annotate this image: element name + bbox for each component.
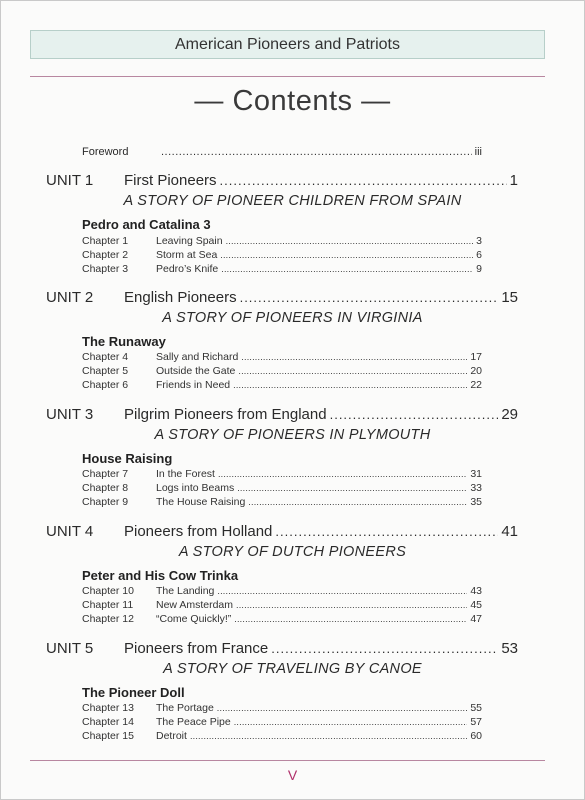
dot-leader — [221, 263, 473, 275]
chapter-page: 20 — [470, 365, 482, 377]
unit-subtitle: A STORY OF TRAVELING BY CANOE — [163, 661, 422, 677]
chapter-page: 60 — [470, 730, 482, 742]
chapter-page: 47 — [470, 613, 482, 625]
unit-page: 15 — [501, 289, 518, 306]
dot-leader — [217, 702, 468, 714]
unit-entry — [46, 640, 518, 657]
chapter-page: 6 — [476, 249, 482, 261]
chapter-title: Storm at Sea — [156, 249, 218, 261]
dot-leader — [236, 599, 467, 611]
dot-leader — [226, 235, 474, 247]
dot-leader — [275, 524, 498, 539]
chapter-page: 33 — [470, 482, 482, 494]
unit-subtitle: A STORY OF PIONEERS IN PLYMOUTH — [154, 427, 431, 443]
chapter-entry — [82, 468, 482, 480]
chapter-title: Leaving Spain — [156, 235, 223, 247]
chapter-number: Chapter 3 — [82, 263, 129, 275]
chapter-number: Chapter 10 — [82, 585, 134, 597]
chapter-title: Pedro’s Knife — [156, 263, 219, 275]
chapter-page: 45 — [470, 599, 482, 611]
unit-entry — [46, 406, 518, 423]
unit-entry — [46, 523, 518, 540]
dot-leader — [241, 351, 467, 363]
chapter-title: The Portage — [156, 702, 214, 714]
unit-number: UNIT 5 — [46, 640, 94, 657]
story-title: The Runaway — [82, 334, 166, 349]
unit-page: 1 — [509, 172, 518, 189]
dot-leader — [234, 716, 468, 728]
story-title: Pedro and Catalina 3 — [82, 217, 211, 232]
dot-leader — [234, 613, 467, 625]
chapter-page: 43 — [470, 585, 482, 597]
chapter-entry — [82, 716, 482, 728]
unit-number: UNIT 1 — [46, 172, 94, 189]
book-title-banner — [30, 30, 545, 59]
dot-leader — [217, 585, 467, 597]
chapter-entry — [82, 585, 482, 597]
chapter-title: “Come Quickly!” — [156, 613, 232, 625]
unit-subtitle: A STORY OF DUTCH PIONEERS — [178, 544, 407, 560]
unit-page: 53 — [501, 640, 518, 657]
chapter-entry — [82, 379, 482, 391]
chapter-title: Logs into Beams — [156, 482, 235, 494]
dot-leader — [220, 249, 473, 261]
dot-leader — [220, 173, 507, 188]
book-title: American Pioneers and Patriots — [175, 35, 400, 53]
dot-leader — [161, 146, 472, 158]
chapter-entry — [82, 730, 482, 742]
chapter-entry — [82, 599, 482, 611]
chapter-title: New Amsterdam — [156, 599, 234, 611]
unit-entry — [46, 172, 518, 189]
dot-leader — [238, 365, 467, 377]
chapter-entry — [82, 482, 482, 494]
dot-leader — [271, 641, 498, 656]
chapter-title: Friends in Need — [156, 379, 231, 391]
unit-title: Pilgrim Pioneers from England — [124, 406, 327, 423]
unit-page: 41 — [501, 523, 518, 540]
dot-leader — [218, 468, 467, 480]
chapter-number: Chapter 11 — [82, 599, 134, 611]
chapter-title: The Peace Pipe — [156, 716, 231, 728]
foreword-page: iii — [474, 146, 482, 158]
chapter-page: 17 — [470, 351, 482, 363]
chapter-title: The Landing — [156, 585, 215, 597]
story-title: Peter and His Cow Trinka — [82, 568, 239, 583]
chapter-number: Chapter 4 — [82, 351, 129, 363]
foreword-label: Foreword — [82, 146, 129, 158]
chapter-title: The House Raising — [156, 496, 246, 508]
story-title: The Pioneer Doll — [82, 685, 185, 700]
chapter-title: Detroit — [156, 730, 187, 742]
dot-leader — [237, 482, 467, 494]
story-title: House Raising — [82, 451, 173, 466]
unit-title: English Pioneers — [124, 289, 237, 306]
unit-title: Pioneers from France — [124, 640, 269, 657]
chapter-page: 31 — [470, 468, 482, 480]
page-number: V — [287, 767, 298, 783]
chapter-page: 3 — [476, 235, 482, 247]
dot-leader — [233, 379, 467, 391]
unit-page: 29 — [501, 406, 518, 423]
unit-number: UNIT 2 — [46, 289, 94, 306]
chapter-number: Chapter 13 — [82, 702, 134, 714]
dot-leader — [330, 407, 499, 422]
chapter-entry — [82, 263, 482, 275]
bottom-rule — [30, 760, 545, 761]
chapter-number: Chapter 5 — [82, 365, 129, 377]
chapter-entry — [82, 249, 482, 261]
chapter-number: Chapter 7 — [82, 468, 129, 480]
unit-entry — [46, 289, 518, 306]
chapter-number: Chapter 8 — [82, 482, 129, 494]
chapter-page: 55 — [470, 702, 482, 714]
chapter-title: Sally and Richard — [156, 351, 239, 363]
chapter-entry — [82, 613, 482, 625]
chapter-number: Chapter 14 — [82, 716, 134, 728]
dot-leader — [190, 730, 467, 742]
contents-heading: — Contents — — [194, 85, 391, 117]
chapter-number: Chapter 12 — [82, 613, 134, 625]
chapter-entry — [82, 235, 482, 247]
unit-number: UNIT 3 — [46, 406, 94, 423]
unit-title: Pioneers from Holland — [124, 523, 273, 540]
chapter-number: Chapter 2 — [82, 249, 129, 261]
chapter-entry — [82, 351, 482, 363]
chapter-number: Chapter 1 — [82, 235, 129, 247]
dot-leader — [248, 496, 467, 508]
chapter-number: Chapter 6 — [82, 379, 129, 391]
chapter-number: Chapter 15 — [82, 730, 134, 742]
unit-subtitle: A STORY OF PIONEERS IN VIRGINIA — [162, 310, 423, 326]
chapter-entry — [82, 496, 482, 508]
chapter-entry — [82, 702, 482, 714]
top-rule — [30, 76, 545, 77]
chapter-title: In the Forest — [156, 468, 215, 480]
unit-subtitle: A STORY OF PIONEER CHILDREN FROM SPAIN — [123, 193, 462, 209]
dot-leader — [240, 290, 499, 305]
chapter-page: 57 — [470, 716, 482, 728]
chapter-title: Outside the Gate — [156, 365, 236, 377]
chapter-number: Chapter 9 — [82, 496, 129, 508]
chapter-page: 35 — [470, 496, 482, 508]
unit-number: UNIT 4 — [46, 523, 94, 540]
unit-title: First Pioneers — [124, 172, 217, 189]
chapter-entry — [82, 365, 482, 377]
chapter-page: 22 — [470, 379, 482, 391]
chapter-page: 9 — [476, 263, 482, 275]
foreword-entry — [82, 146, 482, 158]
